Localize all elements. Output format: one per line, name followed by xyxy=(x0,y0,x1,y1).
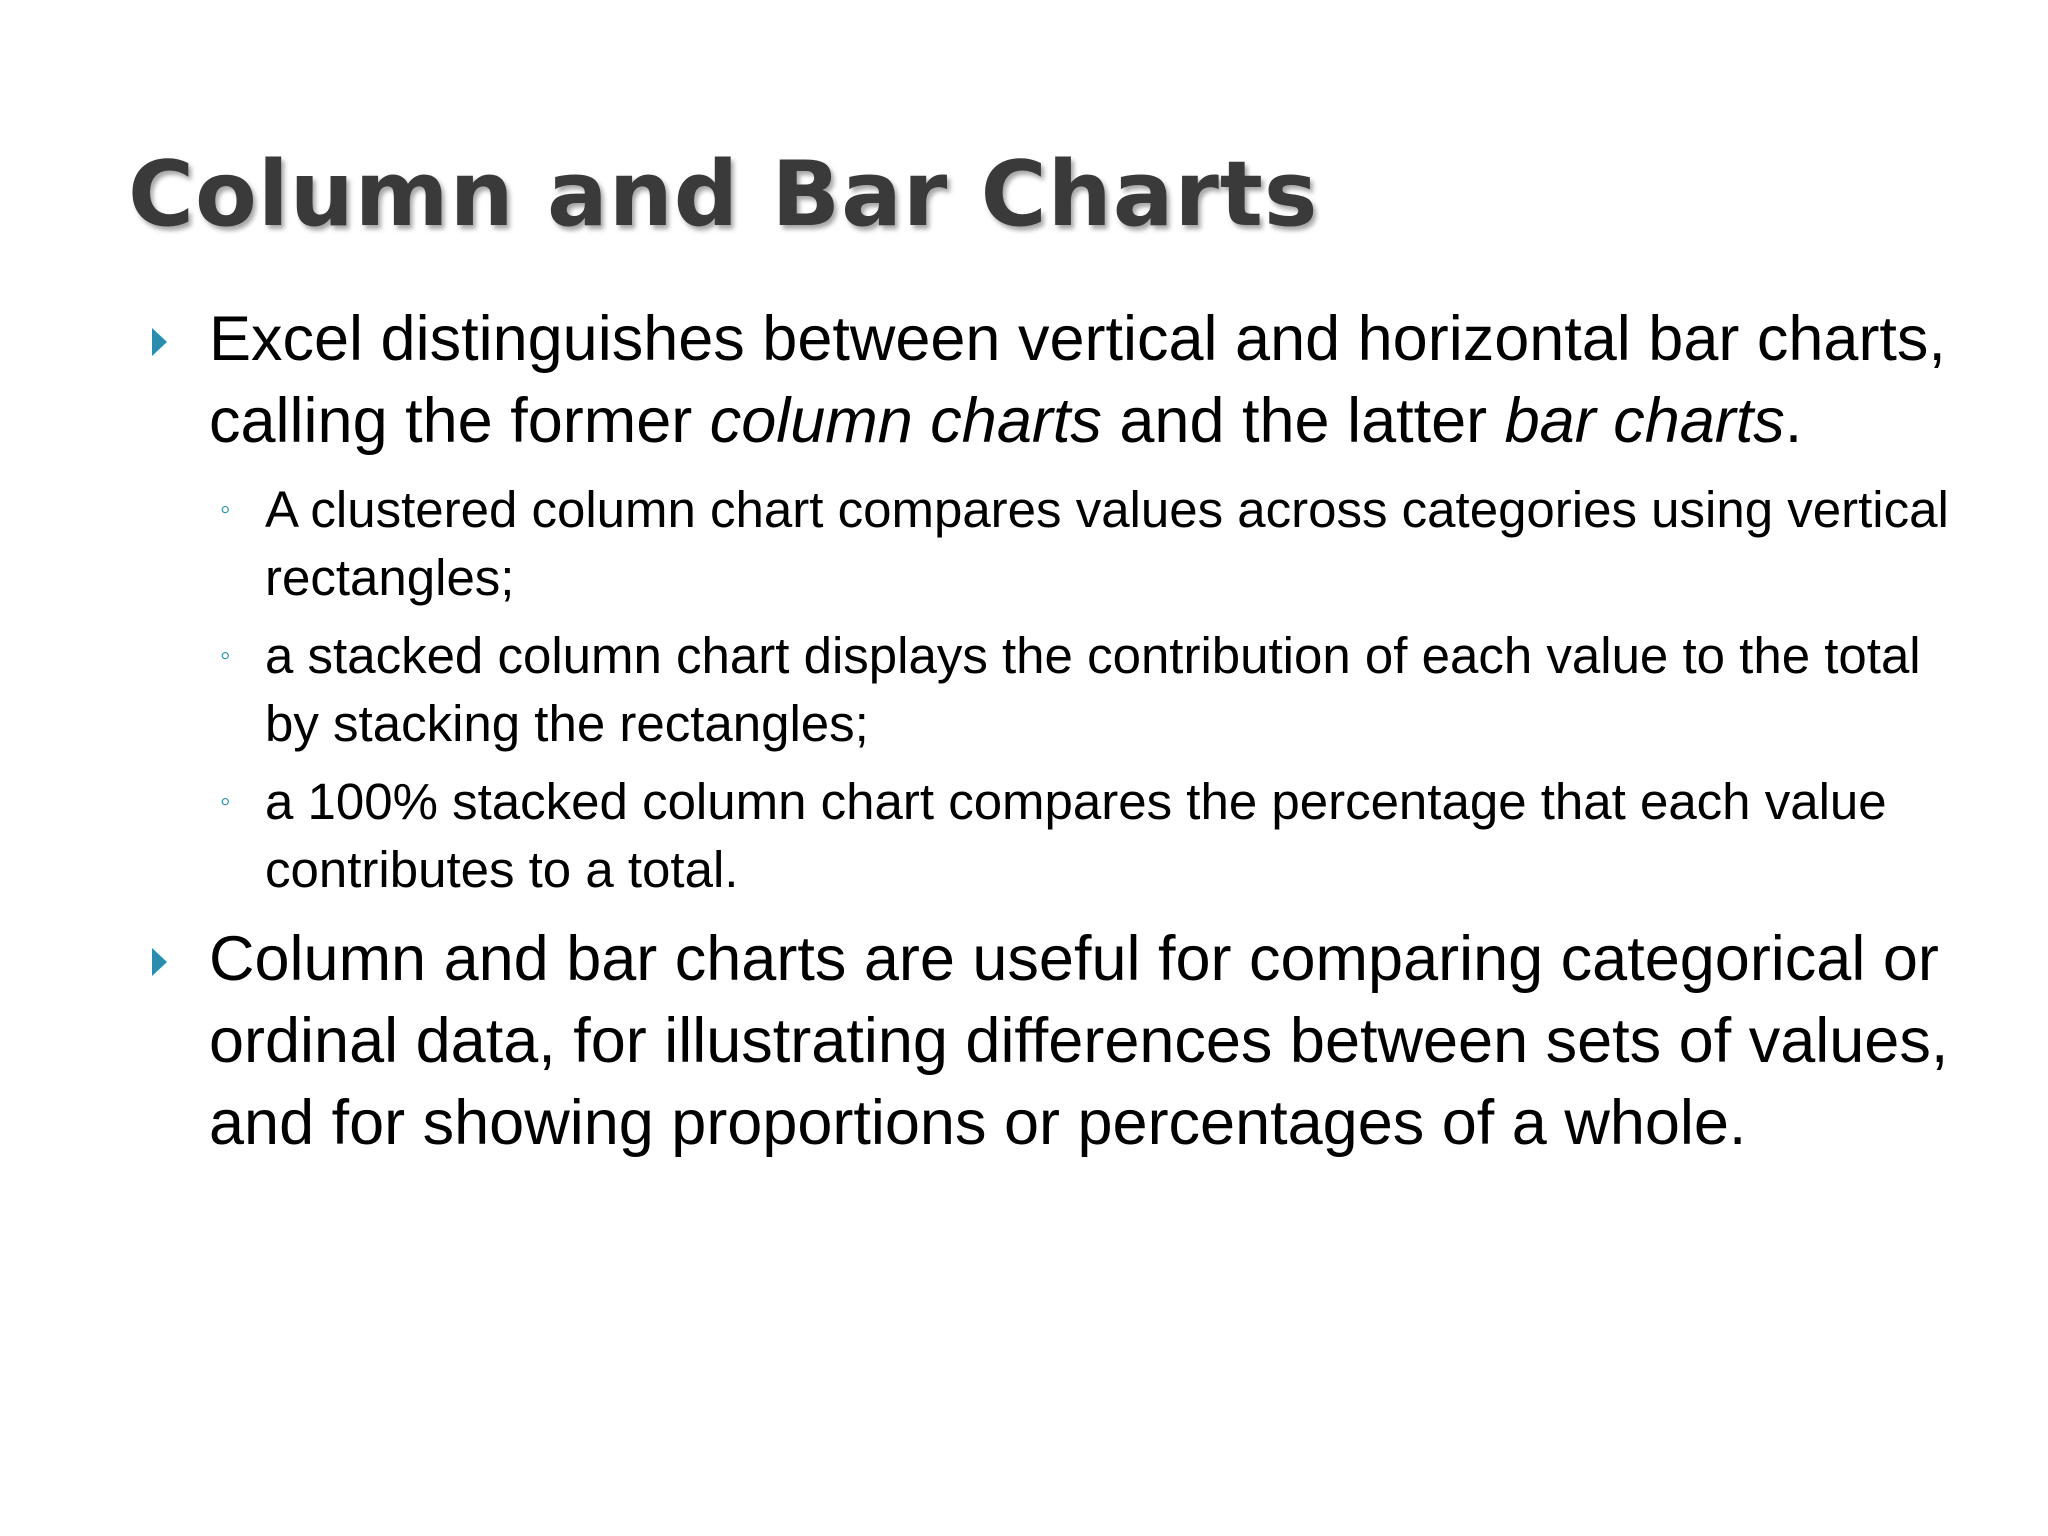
circle-bullet-icon: ◦ xyxy=(220,785,231,818)
bullet-text: Excel distinguishes between vertical and horizontal bar charts, calling the former column charts and the latter bar charts. xyxy=(209,304,1946,456)
bullet-item-1 xyxy=(140,298,1970,462)
sub-bullet-text: a 100% stacked column chart compares the percentage that each value contributes to a total. xyxy=(265,773,1887,898)
triangle-bullet-icon xyxy=(152,948,167,976)
sub-bullet-item-2 xyxy=(140,622,1970,758)
sub-bullet-item-1 xyxy=(140,476,1970,612)
slide-body xyxy=(140,298,1970,1164)
sub-bullet-item-3 xyxy=(140,768,1970,904)
circle-bullet-icon: ◦ xyxy=(220,639,231,672)
sub-bullet-text: A clustered column chart compares values across categories using vertical rectangles; xyxy=(265,481,1949,606)
sub-bullet-list xyxy=(140,476,1970,904)
triangle-bullet-icon xyxy=(152,328,167,356)
bullet-text: Column and bar charts are useful for comparing categorical or ordinal data, for illustrating differences between sets of values, and for showing proportions or percentages of a whole. xyxy=(209,924,1949,1158)
circle-bullet-icon: ◦ xyxy=(220,493,231,526)
slide-title: Column and Bar Charts xyxy=(128,142,1319,247)
bullet-item-2 xyxy=(140,918,1970,1164)
sub-bullet-text: a stacked column chart displays the contribution of each value to the total by stacking the rectangles; xyxy=(265,627,1921,752)
